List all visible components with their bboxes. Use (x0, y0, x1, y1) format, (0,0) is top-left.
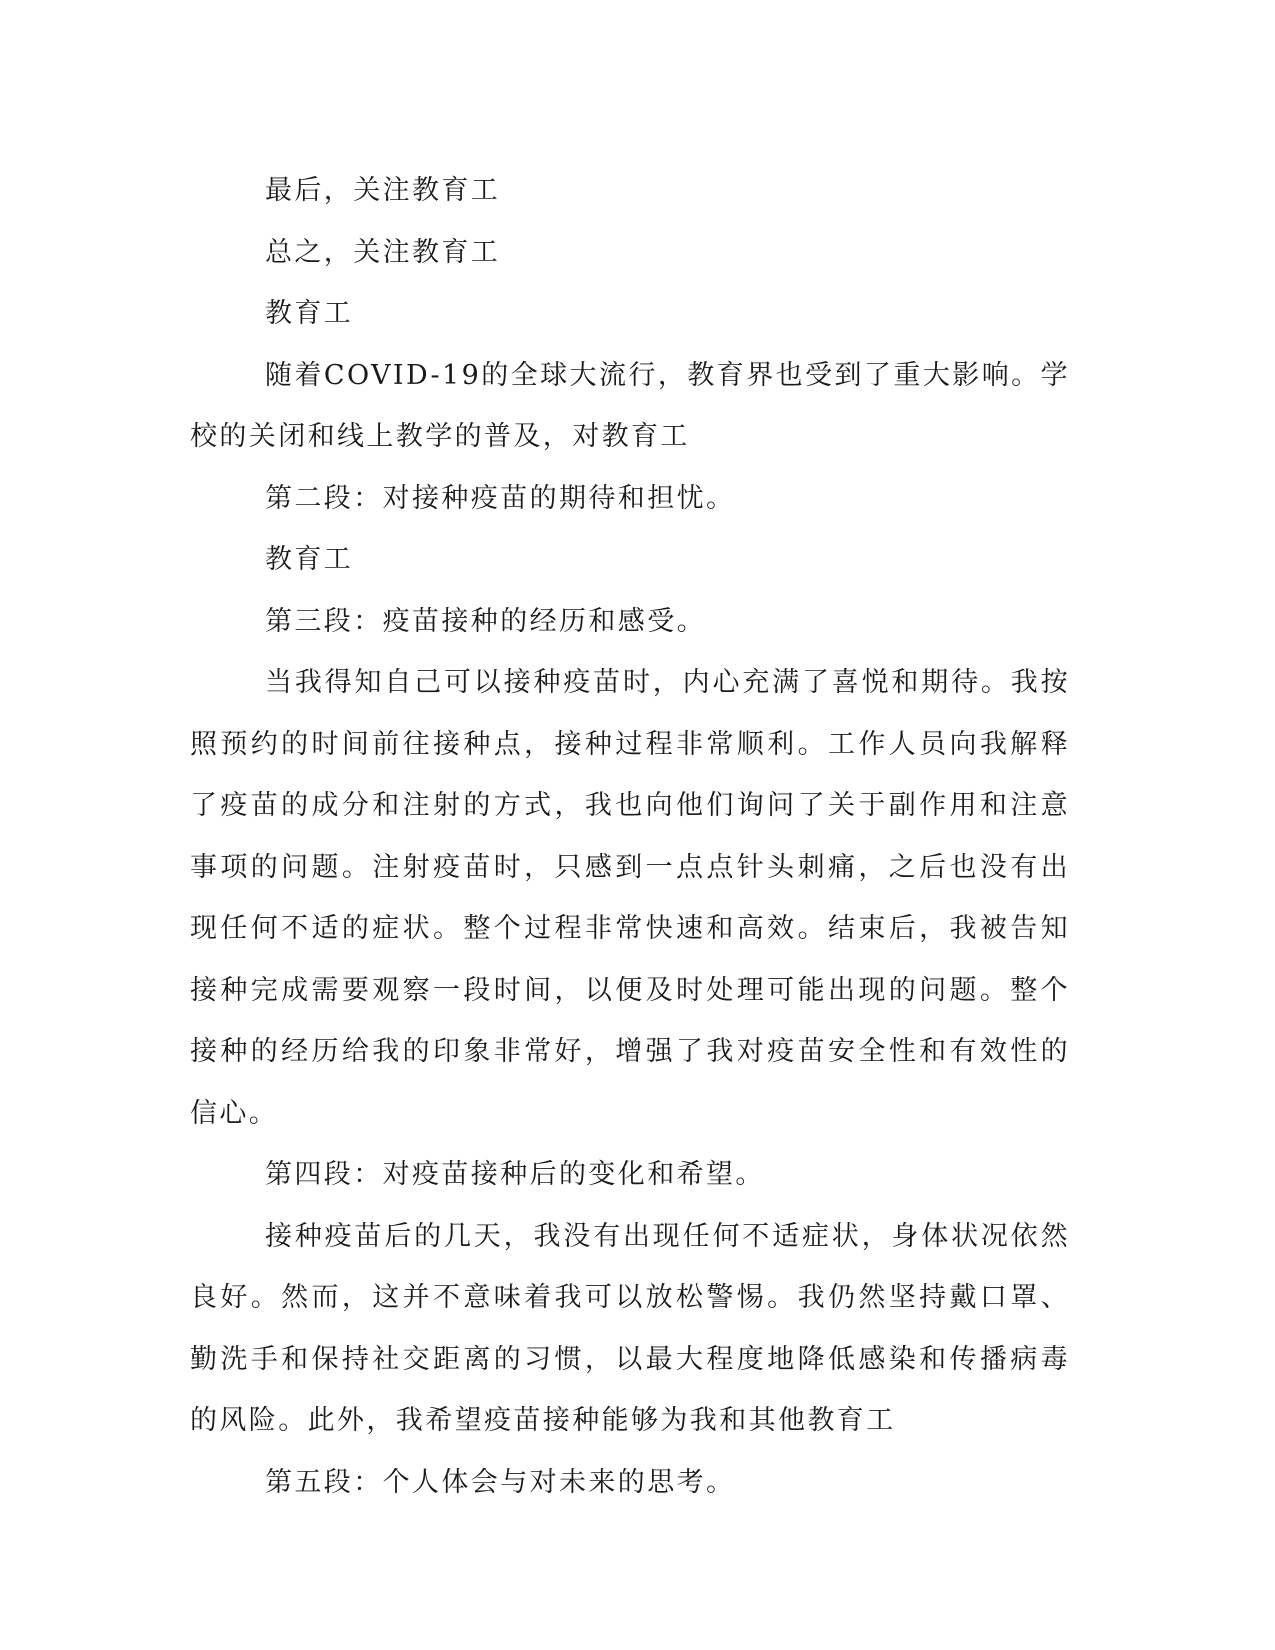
document-body (190, 160, 1070, 1513)
section-heading-3: 第三段：疫苗接种的经历和感受。 (265, 605, 706, 637)
section-heading-4: 第四段：对疫苗接种后的变化和希望。 (265, 1159, 765, 1190)
paragraph-covid-intro: 随着COVID-19的全球大流行，教育界也受到了重大影响。学校的关闭和线上教学的普及，对教育工 (190, 359, 1070, 452)
paragraph-vaccination-experience: 当我得知自己可以接种疫苗时，内心充满了喜悦和期待。我按照预约的时间前往接种点，接种过程非常顺利。工作人员向我解释了疫苗的成分和注射的方式，我也向他们询问了关于副作用和注意事项的问题。注射疫苗时，只感到一点点针头刺痛，之后也没有出现任何不适的症状。整个过程非常快速和高效。结束后，我被告知接种完成需要观察一段时间，以便及时处理可能出现的问题。整个接种的经历给我的印象非常好，增强了我对疫苗安全性和有效性的信心。 (190, 667, 1070, 1129)
paragraph-summary: 总之，关注教育工 (265, 236, 501, 268)
paragraph-closing: 最后，关注教育工 (265, 175, 501, 206)
section-heading-2: 第二段：对接种疫苗的期待和担忧。 (265, 482, 736, 514)
paragraph-after-vaccination: 接种疫苗后的几天，我没有出现任何不适症状，身体状况依然良好。然而，这并不意味着我可以放松警惕。我仍然坚持戴口罩、勤洗手和保持社交距离的习惯，以最大程度地降低感染和传播病毒的风险。此外，我希望疫苗接种能够为我和其他教育工 (190, 1220, 1070, 1436)
section-heading-5: 第五段：个人体会与对未来的思考。 (265, 1466, 736, 1498)
paragraph-fragment: 教育工 (265, 298, 354, 329)
paragraph-fragment-2: 教育工 (265, 544, 354, 575)
